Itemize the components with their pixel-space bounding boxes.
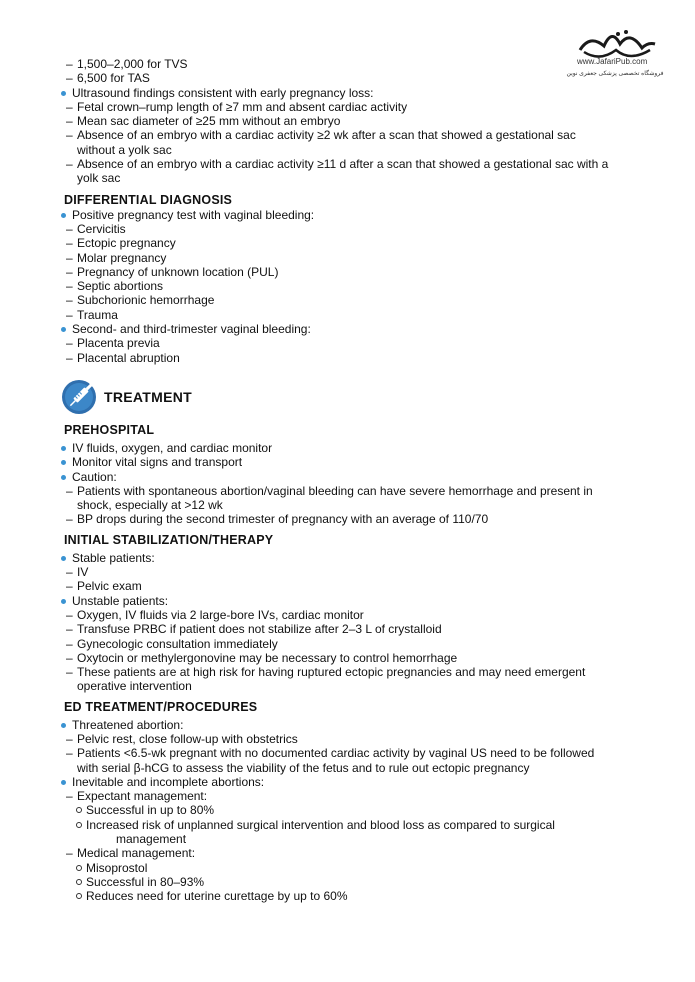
list-item: Inevitable and incomplete abortions: [60, 775, 650, 789]
list-item: management [116, 832, 187, 847]
list-item: – Septic abortions [60, 279, 650, 293]
list-item: – IV [60, 565, 650, 579]
list-item: IV fluids, oxygen, and cardiac monitor [60, 441, 650, 455]
ed-treatment-list [60, 718, 650, 904]
list-item: Increased risk of unplanned surgical intervention and blood loss as compared to surgical [60, 818, 650, 832]
list-item: – Absence of an embryo with a cardiac activity ≥2 wk after a scan that showed a gestational sac [60, 128, 650, 142]
list-item: – Pregnancy of unknown location (PUL) [60, 265, 650, 279]
list-item: – Pelvic rest, close follow-up with obstetrics [60, 732, 650, 746]
list-item: – Trauma [60, 308, 650, 322]
list-item: – Expectant management: [60, 789, 650, 803]
list-item: – 1,500–2,000 for TVS [60, 57, 650, 71]
list-item: Stable patients: [60, 551, 650, 565]
main-content [60, 57, 650, 904]
list-item: – Medical management: [60, 846, 650, 860]
list-item: – Ectopic pregnancy [60, 236, 650, 250]
list-item: – Mean sac diameter of ≥25 mm without an embryo [60, 114, 650, 128]
list-item: Reduces need for uterine curettage by up to 60% [60, 889, 650, 903]
list-item: Successful in up to 80% [60, 803, 650, 817]
initial-stabilization-heading: INITIAL STABILIZATION/THERAPY [64, 532, 274, 547]
list-item: – Oxytocin or methylergonovine may be necessary to control hemorrhage [60, 651, 650, 665]
list-item: Caution: [60, 470, 650, 484]
list-item: – Transfuse PRBC if patient does not stabilize after 2–3 L of crystalloid [60, 622, 650, 636]
ultrasound-list [60, 57, 650, 186]
list-item: – BP drops during the second trimester of pregnancy with an average of 110/70 [60, 512, 650, 526]
initial-stabilization-list [60, 551, 650, 694]
list-item: – Pelvic exam [60, 579, 650, 593]
syringe-icon [61, 375, 101, 415]
list-item: – Patients <6.5-wk pregnant with no documented cardiac activity by vaginal US need to be followed [60, 746, 650, 760]
list-item: – Cervicitis [60, 222, 650, 236]
list-item: Monitor vital signs and transport [60, 455, 650, 469]
list-item: Second- and third-trimester vaginal bleeding: [60, 322, 650, 336]
treatment-section-header [60, 375, 650, 421]
list-item: shock, especially at >12 wk [77, 498, 223, 513]
list-item: – Oxygen, IV fluids via 2 large-bore IVs, cardiac monitor [60, 608, 650, 622]
prehospital-heading: PREHOSPITAL [64, 422, 155, 437]
prehospital-list [60, 441, 650, 527]
list-item: with serial β-hCG to assess the viability of the fetus and to rule out ectopic pregnancy [77, 760, 530, 775]
list-item: Unstable patients: [60, 594, 650, 608]
ed-treatment-heading: ED TREATMENT/PROCEDURES [64, 699, 258, 714]
watermark-subtitle: فروشگاه تخصصی پزشکی جعفری نوین [566, 71, 664, 77]
watermark-url[interactable]: www.JafariPub.com [577, 57, 648, 66]
differential-heading: DIFFERENTIAL DIAGNOSIS [64, 192, 233, 207]
list-item: – 6,500 for TAS [60, 71, 650, 85]
list-item: – Patients with spontaneous abortion/vaginal bleeding can have severe hemorrhage and present in [60, 484, 650, 498]
list-item: Misoprostol [60, 861, 650, 875]
list-item: yolk sac [77, 171, 121, 186]
list-item: – Placental abruption [60, 351, 650, 365]
list-item: without a yolk sac [77, 142, 172, 157]
list-item: – Molar pregnancy [60, 251, 650, 265]
list-item: – Placenta previa [60, 336, 650, 350]
differential-list [60, 208, 650, 365]
list-item: – These patients are at high risk for having ruptured ectopic pregnancies and may need emergent [60, 665, 650, 679]
list-item: Positive pregnancy test with vaginal bleeding: [60, 208, 650, 222]
list-item: Threatened abortion: [60, 718, 650, 732]
list-item: Ultrasound findings consistent with early pregnancy loss: [60, 86, 650, 100]
list-item: – Gynecologic consultation immediately [60, 637, 650, 651]
list-item: – Absence of an embryo with a cardiac activity ≥11 d after a scan that showed a gestational sac with a [60, 157, 650, 171]
list-item: Successful in 80–93% [60, 875, 650, 889]
list-item: – Subchorionic hemorrhage [60, 293, 650, 307]
list-item: – Fetal crown–rump length of ≥7 mm and absent cardiac activity [60, 100, 650, 114]
list-item: operative intervention [77, 679, 192, 694]
treatment-title: TREATMENT [104, 388, 192, 405]
